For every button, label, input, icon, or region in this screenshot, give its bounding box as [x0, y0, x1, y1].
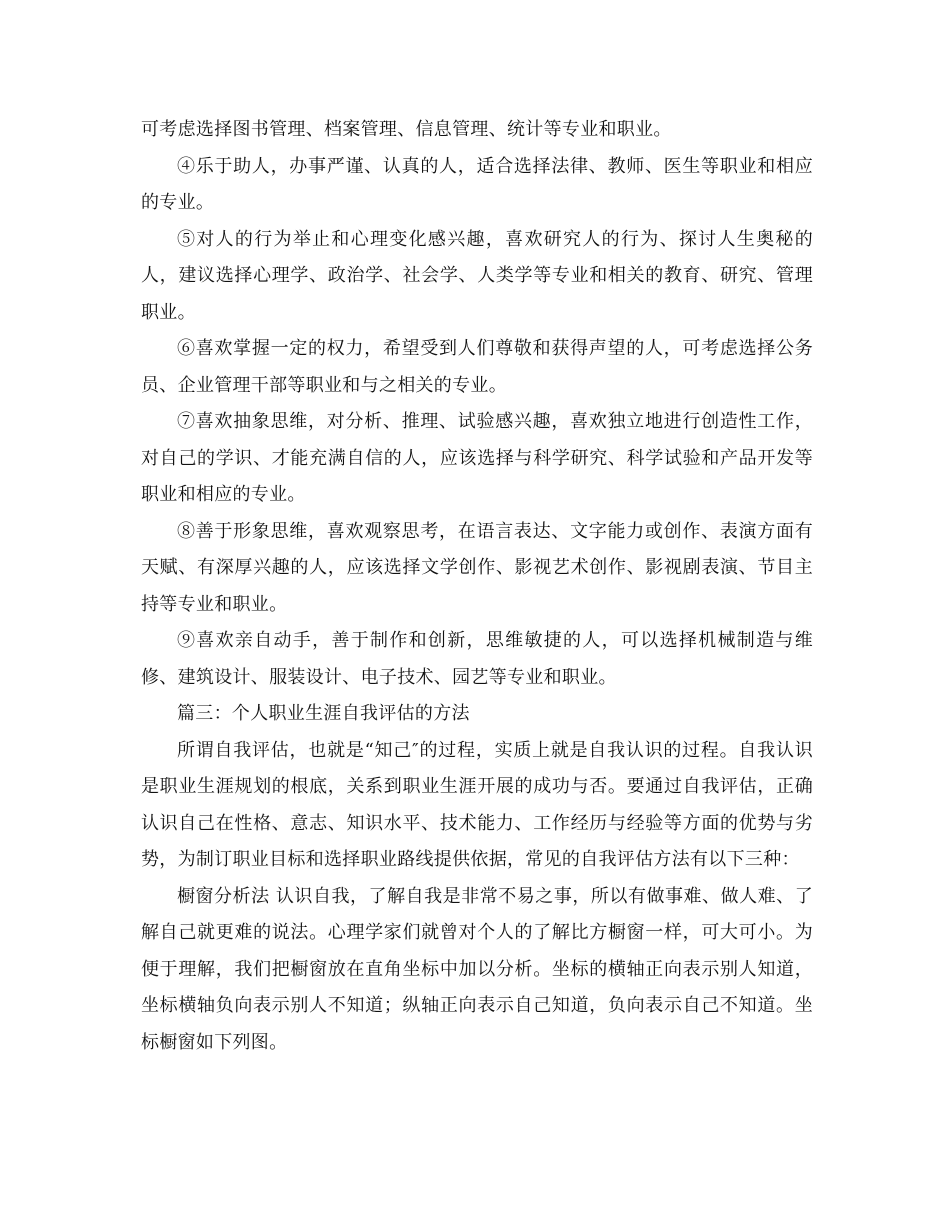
paragraph-item-6: ⑥喜欢掌握一定的权力，希望受到人们尊敬和获得声望的人，可考虑选择公务员、企业管理干部等职业和与之相关的专业。: [141, 338, 813, 396]
paragraph-window-analysis: 橱窗分析法 认识自我，了解自我是非常不易之事，所以有做事难、做人难、了解自己就更难的说法。心理学家们就曾对个人的了解比方橱窗一样，可大可小。为便于理解，我们把橱窗放在直角坐标中加以分析。坐标的横轴正向表示别人知道，坐标横轴负向表示别人不知道；纵轴正向表示自己知道，负向表示自己不知道。坐标橱窗如下列图。: [141, 885, 813, 1053]
document-body: [141, 112, 813, 1061]
paragraph-item-5: ⑤对人的行为举止和心理变化感兴趣，喜欢研究人的行为、探讨人生奥秘的人，建议选择心理学、政治学、社会学、人类学等专业和相关的教育、研究、管理职业。: [141, 228, 813, 323]
paragraph-item-4: ④乐于助人，办事严谨、认真的人，适合选择法律、教师、医生等职业和相应的专业。: [141, 155, 813, 213]
paragraph-item-7: ⑦喜欢抽象思维，对分析、推理、试验感兴趣，喜欢独立地进行创造性工作，对自己的学识、才能充满自信的人，应该选择与科学研究、科学试验和产品开发等职业和相应的专业。: [141, 411, 813, 505]
paragraph-item-9: ⑨喜欢亲自动手，善于制作和创新，思维敏捷的人，可以选择机械制造与维修、建筑设计、服装设计、电子技术、园艺等专业和职业。: [141, 630, 813, 688]
section-heading: 篇三：个人职业生涯自我评估的方法: [177, 703, 470, 724]
paragraph-self-assessment-intro: 所谓自我评估，也就是“知己″的过程，实质上就是自我认识的过程。自我认识是职业生涯规划的根底，关系到职业生涯开展的成功与否。要通过自我评估，正确认识自己在性格、意志、知识水平、技术能力、工作经历与经验等方面的优势与劣势，为制订职业目标和选择职业路线提供依据，常见的自我评估方法有以下三种：: [141, 739, 813, 870]
paragraph-continuation: 可考虑选择图书管理、档案管理、信息管理、统计等专业和职业。: [141, 119, 672, 140]
paragraph-item-8: ⑧善于形象思维，喜欢观察思考，在语言表达、文字能力或创作、表演方面有天赋、有深厚兴趣的人，应该选择文学创作、影视艺术创作、影视剧表演、节目主持等专业和职业。: [141, 520, 813, 615]
